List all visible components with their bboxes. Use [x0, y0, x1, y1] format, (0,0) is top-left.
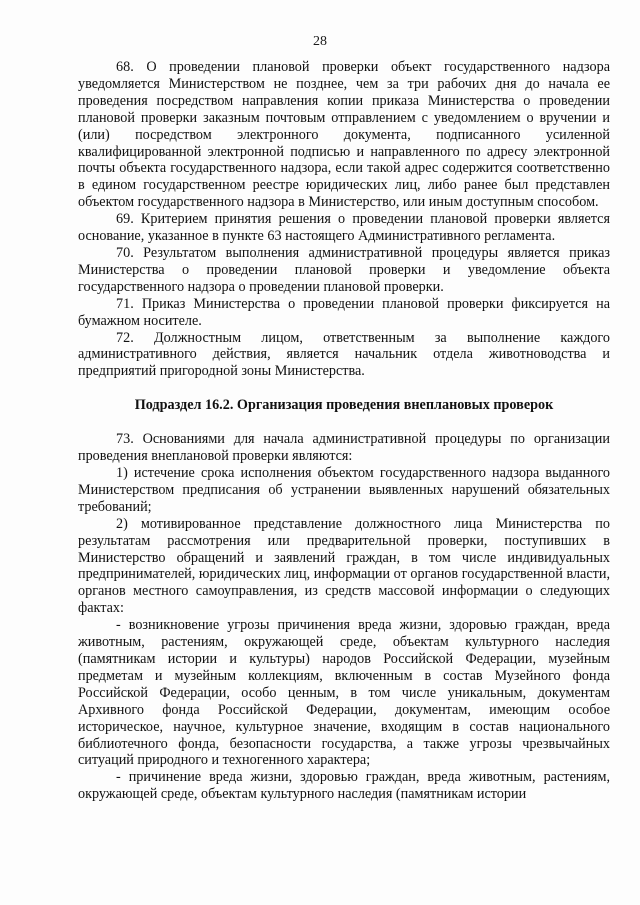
paragraph-72: 72. Должностным лицом, ответственным за выполнение каждого административного действия, является начальник отдела животноводства и предприятий пригородной зоны Министерства.: [78, 329, 610, 380]
dash-item-harm: - причинение вреда жизни, здоровью граждан, вреда животным, растениям, окружающей среде, объектам культурного наследия (памятникам истории: [78, 769, 610, 803]
page-number: 28: [313, 34, 327, 49]
paragraph-73: 73. Основаниями для начала административной процедуры по организации проведения внеплановой проверки являются:: [78, 431, 610, 465]
paragraph-68: 68. О проведении плановой проверки объект государственного надзора уведомляется Министерством не позднее, чем за три рабочих дня до начала ее проведения посредством направления копии приказа Министерства о проведении плановой проверки заказным почтовым отправлением с уведомлением о вручении и (или) посредством электронного документа, подписанного усиленной квалифицированной электронной подписью и направленного по адресу электронной почты объекта государственного надзора, если такой адрес содержится соответственно в едином государственном реестре юридических лиц, либо ранее был представлен объектом государственного надзора в Министерство, или иным доступным способом.: [78, 59, 610, 211]
paragraph-70: 70. Результатом выполнения административной процедуры является приказ Министерства о проведении плановой проверки и уведомление объекта государственного надзора о проведении плановой проверки.: [78, 244, 610, 295]
list-item-2: 2) мотивированное представление должностного лица Министерства по результатам рассмотрения или предварительной проверки, поступивших в Министерство обращений и заявлений граждан, в том числе индивидуальных предпринимателей, юридических лиц, информации от органов государственной власти, органов местного самоуправления, из средств массовой информации о следующих фактах:: [78, 515, 610, 617]
section-heading: Подраздел 16.2. Организация проведения внеплановых проверок: [134, 397, 554, 414]
list-item-1: 1) истечение срока исполнения объектом государственного надзора выданного Министерством предписания об устранении выявленных нарушений обязательных требований;: [78, 465, 610, 515]
document-body: [78, 59, 610, 803]
dash-item-threat: - возникновение угрозы причинения вреда жизни, здоровью граждан, вреда животным, растениям, окружающей среде, объектам культурного наследия (памятникам истории и культуры) народов Российской Федерации, музейным предметам и музейным коллекциям, включенным в состав Музейного фонда Российской Федерации, особо ценным, в том числе уникальным, документам Архивного фонда Российской Федерации, документам, имеющим особое историческое, научное, культурное значение, входящим в состав национального библиотечного фонда, безопасности государства, а также угрозы чрезвычайных ситуаций природного и техногенного характера;: [78, 617, 610, 769]
paragraph-71: 71. Приказ Министерства о проведении плановой проверки фиксируется на бумажном носителе.: [78, 295, 610, 329]
paragraph-69: 69. Критерием принятия решения о проведении плановой проверки является основание, указанное в пункте 63 настоящего Административного регламента.: [78, 211, 610, 245]
